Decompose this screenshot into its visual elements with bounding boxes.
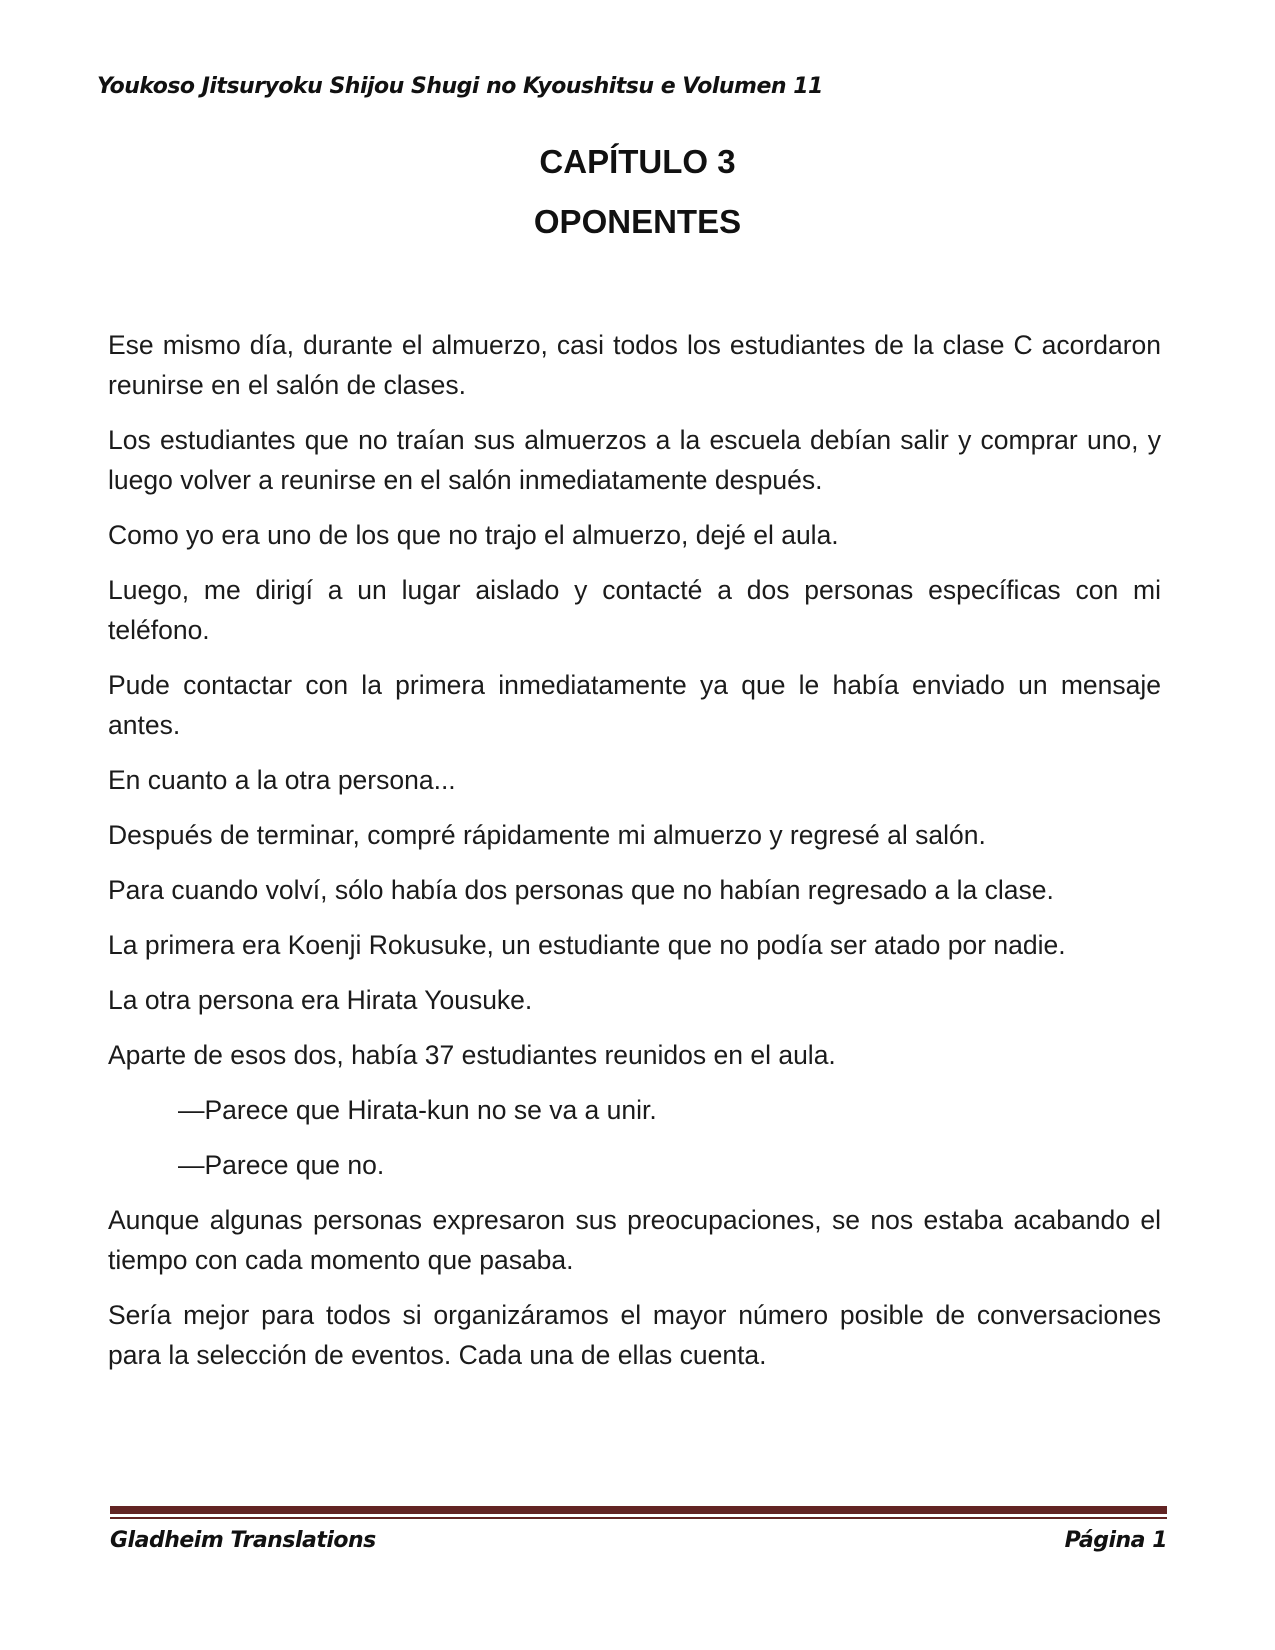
dialogue-paragraph: —Parece que Hirata-kun no se va a unir.: [178, 1095, 657, 1125]
paragraph: La primera era Koenji Rokusuke, un estudiante que no podía ser atado por nadie.: [108, 930, 1066, 960]
footer-page-number: Página 1: [1064, 1528, 1167, 1553]
paragraph: Como yo era uno de los que no trajo el almuerzo, dejé el aula.: [108, 520, 839, 550]
dialogue-paragraph: —Parece que no.: [178, 1150, 385, 1180]
chapter-heading: [0, 143, 1275, 241]
paragraph: Aunque algunas personas expresaron sus preocupaciones, se nos estaba acabando el tiempo con cada momento que pasaba.: [108, 1205, 1161, 1275]
paragraph: En cuanto a la otra persona...: [108, 765, 456, 795]
paragraph: Ese mismo día, durante el almuerzo, casi todos los estudiantes de la clase C acordaron reunirse en el salón de clases.: [108, 330, 1161, 400]
footer-rule-thick: [110, 1506, 1167, 1514]
footer-text-row: [110, 1528, 1167, 1553]
footer-translator-credit: Gladheim Translations: [110, 1528, 376, 1553]
paragraph: Para cuando volví, sólo había dos personas que no habían regresado a la clase.: [108, 875, 1054, 905]
paragraph: Aparte de esos dos, había 37 estudiantes reunidos en el aula.: [108, 1040, 836, 1070]
paragraph: Luego, me dirigí a un lugar aislado y contacté a dos personas específicas con mi teléfono.: [108, 575, 1161, 645]
paragraph: Después de terminar, compré rápidamente mi almuerzo y regresé al salón.: [108, 820, 986, 850]
body-text: [108, 325, 1161, 1390]
footer-rule-thin: [110, 1517, 1167, 1519]
paragraph: Sería mejor para todos si organizáramos el mayor número posible de conversaciones para la selección de eventos. Cada una de ellas cuenta.: [108, 1300, 1161, 1370]
page-header-title: Youkoso Jitsuryoku Shijou Shugi no Kyoushitsu e Volumen 11: [97, 74, 823, 99]
paragraph: Pude contactar con la primera inmediatamente ya que le había enviado un mensaje antes.: [108, 670, 1161, 740]
page-footer: [110, 1506, 1167, 1553]
chapter-title: OPONENTES: [533, 203, 742, 240]
paragraph: Los estudiantes que no traían sus almuerzos a la escuela debían salir y comprar uno, y luego volver a reunirse en el salón inmediatamente después.: [108, 425, 1161, 495]
chapter-number: CAPÍTULO 3: [539, 143, 736, 180]
paragraph: La otra persona era Hirata Yousuke.: [108, 985, 533, 1015]
